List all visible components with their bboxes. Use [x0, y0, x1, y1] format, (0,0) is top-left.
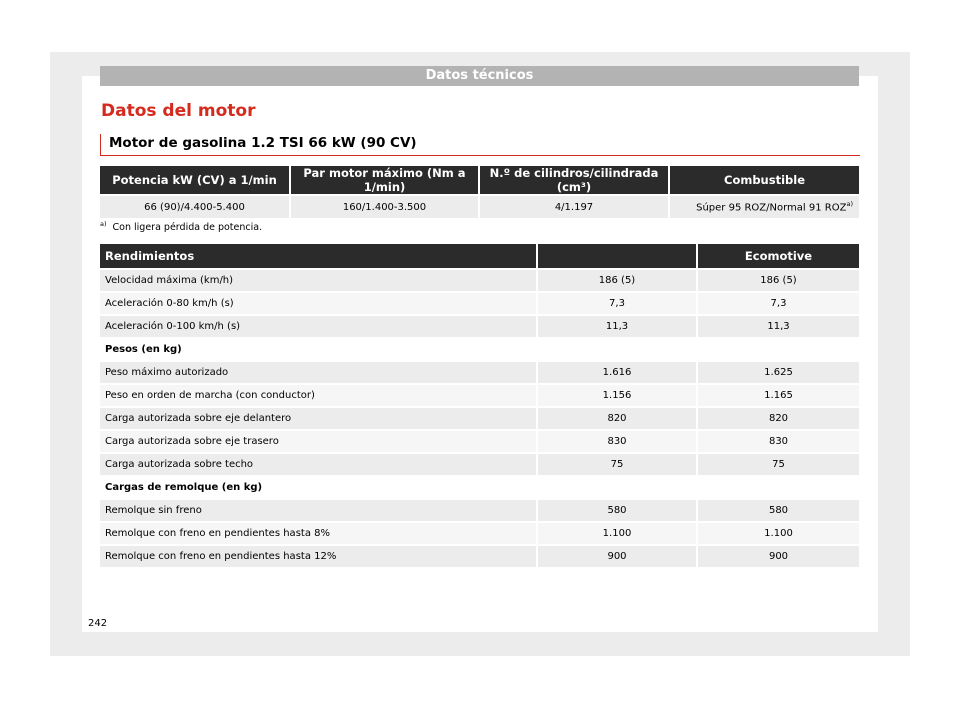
performance-header-row [100, 244, 859, 268]
header-standard [538, 244, 698, 268]
footnote-mark: a) [100, 220, 107, 228]
cell-cylinders: 4/1.197 [480, 194, 670, 218]
row-label: Remolque con freno en pendientes hasta 12% [100, 544, 538, 567]
row-label: Remolque sin freno [100, 498, 538, 521]
fuel-footnote-mark: a) [846, 200, 853, 209]
table-row [100, 429, 859, 452]
table-row [100, 544, 859, 567]
row-value-ecomotive: 580 [698, 498, 859, 521]
engine-table [100, 166, 859, 218]
header-torque: Par motor máximo (Nm a 1/min) [291, 166, 480, 194]
section-header: Datos técnicos [100, 66, 859, 86]
row-value: 1.100 [538, 521, 698, 544]
row-value-ecomotive: 75 [698, 452, 859, 475]
header-rendimientos: Rendimientos [100, 244, 538, 268]
row-value-ecomotive: 186 (5) [698, 268, 859, 291]
row-value-ecomotive: 1.625 [698, 360, 859, 383]
cell-power: 66 (90)/4.400-5.400 [100, 194, 291, 218]
table-row [100, 452, 859, 475]
table-row [100, 360, 859, 383]
row-label: Carga autorizada sobre eje trasero [100, 429, 538, 452]
row-value-ecomotive: 1.165 [698, 383, 859, 406]
engine-table-row [100, 194, 859, 218]
table-row [100, 314, 859, 337]
row-label: Carga autorizada sobre eje delantero [100, 406, 538, 429]
row-label: Aceleración 0-100 km/h (s) [100, 314, 538, 337]
table-row [100, 406, 859, 429]
performance-table [100, 244, 859, 567]
row-label: Aceleración 0-80 km/h (s) [100, 291, 538, 314]
weights-heading: Pesos (en kg) [100, 337, 859, 360]
row-value: 830 [538, 429, 698, 452]
row-value: 1.156 [538, 383, 698, 406]
row-label: Velocidad máxima (km/h) [100, 268, 538, 291]
row-value-ecomotive: 900 [698, 544, 859, 567]
section-row-trailer [100, 475, 859, 498]
footnote [100, 220, 262, 233]
table-row [100, 383, 859, 406]
row-label: Peso máximo autorizado [100, 360, 538, 383]
table-row [100, 291, 859, 314]
header-power: Potencia kW (CV) a 1/min [100, 166, 291, 194]
row-value-ecomotive: 11,3 [698, 314, 859, 337]
page-title: Datos del motor [101, 101, 256, 121]
table-row [100, 268, 859, 291]
trailer-heading: Cargas de remolque (en kg) [100, 475, 859, 498]
row-value: 900 [538, 544, 698, 567]
subtitle-block [100, 134, 860, 156]
row-label: Peso en orden de marcha (con conductor) [100, 383, 538, 406]
table-row [100, 498, 859, 521]
row-value-ecomotive: 820 [698, 406, 859, 429]
footnote-text: Con ligera pérdida de potencia. [112, 222, 263, 234]
row-value-ecomotive: 830 [698, 429, 859, 452]
header-fuel: Combustible [670, 166, 859, 194]
table-row [100, 521, 859, 544]
row-value: 11,3 [538, 314, 698, 337]
row-value: 580 [538, 498, 698, 521]
row-value: 1.616 [538, 360, 698, 383]
engine-subtitle: Motor de gasolina 1.2 TSI 66 kW (90 CV) [109, 135, 417, 151]
row-value: 7,3 [538, 291, 698, 314]
row-value: 186 (5) [538, 268, 698, 291]
row-value-ecomotive: 7,3 [698, 291, 859, 314]
row-label: Remolque con freno en pendientes hasta 8% [100, 521, 538, 544]
row-value: 75 [538, 452, 698, 475]
cell-torque: 160/1.400-3.500 [291, 194, 480, 218]
row-label: Carga autorizada sobre techo [100, 452, 538, 475]
page-number: 242 [88, 618, 108, 629]
cell-fuel [670, 194, 859, 218]
fuel-value: Súper 95 ROZ/Normal 91 ROZ [696, 202, 847, 214]
engine-table-header-row [100, 166, 859, 194]
row-value-ecomotive: 1.100 [698, 521, 859, 544]
header-cylinders: N.º de cilindros/cilindrada (cm³) [480, 166, 670, 194]
row-value: 820 [538, 406, 698, 429]
header-ecomotive: Ecomotive [698, 244, 859, 268]
section-row-weights [100, 337, 859, 360]
